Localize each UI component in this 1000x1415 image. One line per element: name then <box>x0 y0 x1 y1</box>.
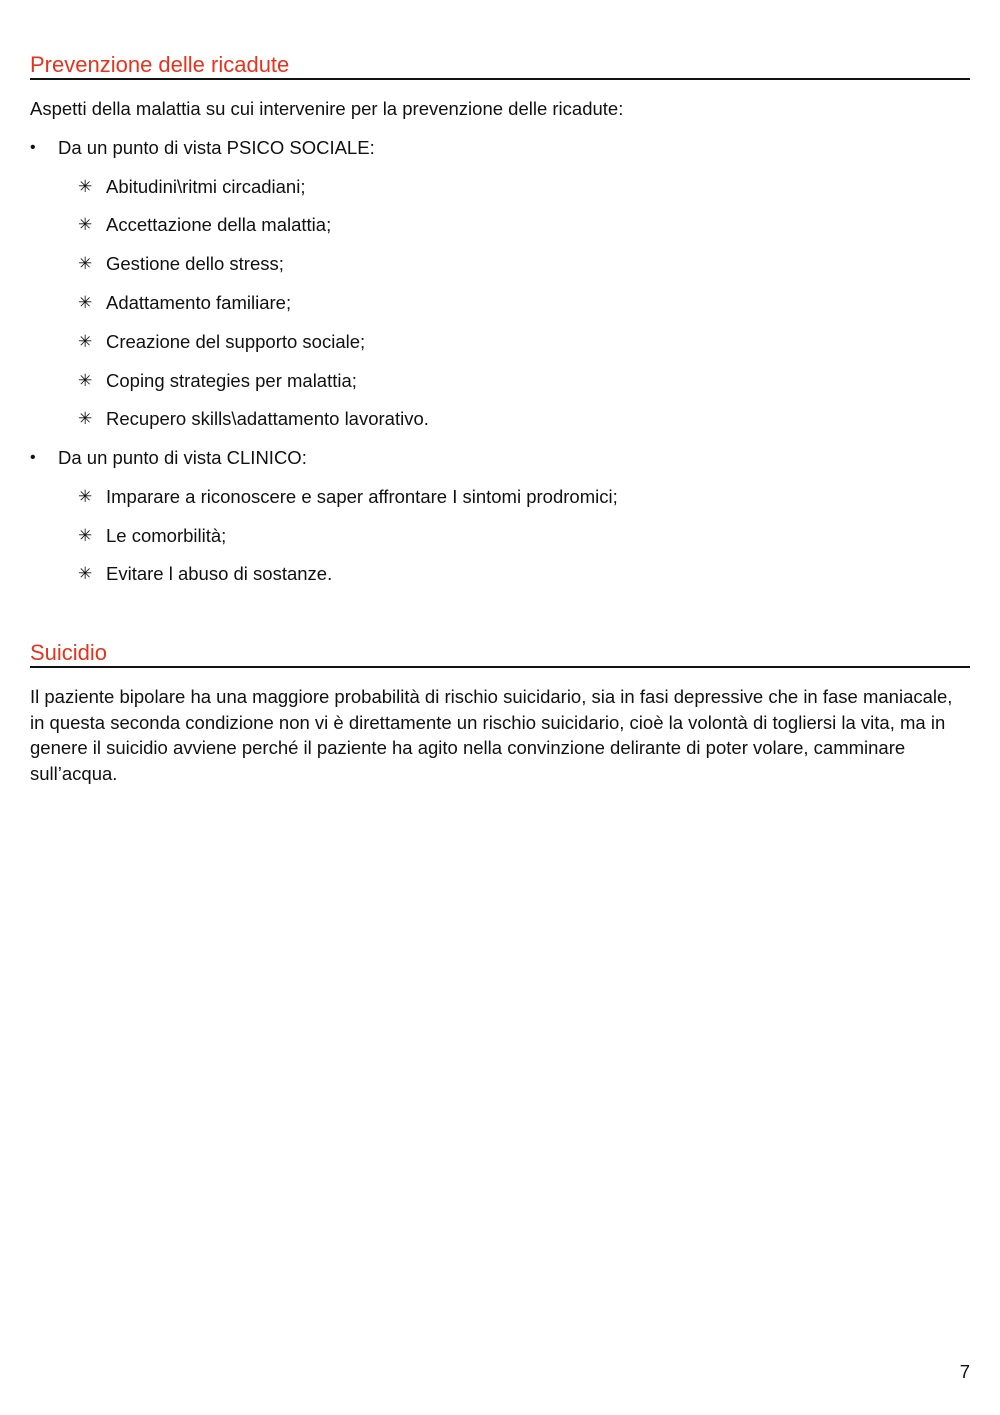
list-item: Evitare l abuso di sostanze. <box>106 563 333 584</box>
group-label-psychosocial: Da un punto di vista PSICO SOCIALE: <box>58 137 375 158</box>
asterisk-bullet-icon: ✳ <box>78 293 93 312</box>
page-number: 7 <box>959 1361 970 1382</box>
section-heading-prevention: Prevenzione delle ricadute <box>30 52 970 80</box>
asterisk-bullet-icon: ✳ <box>78 487 93 506</box>
asterisk-bullet-icon: ✳ <box>78 409 93 428</box>
bullet-icon: • <box>30 139 36 156</box>
list-item: Accettazione della malattia; <box>106 214 332 235</box>
list-item: Coping strategies per malattia; <box>106 370 357 391</box>
asterisk-bullet-icon: ✳ <box>78 526 93 545</box>
group-label-clinical: Da un punto di vista CLINICO: <box>58 447 307 468</box>
asterisk-bullet-icon: ✳ <box>78 371 93 390</box>
section-heading-suicide: Suicidio <box>30 640 970 668</box>
list-item: Adattamento familiare; <box>106 292 292 313</box>
asterisk-bullet-icon: ✳ <box>78 564 93 583</box>
list-item: Creazione del supporto sociale; <box>106 331 366 352</box>
list-item: Recupero skills\adattamento lavorativo. <box>106 408 429 429</box>
intro-text: Aspetti della malattia su cui intervenire per la prevenzione delle ricadute: <box>30 98 624 119</box>
list-item: Le comorbilità; <box>106 525 227 546</box>
asterisk-bullet-icon: ✳ <box>78 254 93 273</box>
asterisk-bullet-icon: ✳ <box>78 332 93 351</box>
list-item: Abitudini\ritmi circadiani; <box>106 176 306 197</box>
suicide-paragraph: Il paziente bipolare ha una maggiore probabilità di rischio suicidario, sia in fasi depressive che in fase maniacale, in questa seconda condizione non vi è direttamente un rischio suicidario, cioè la volontà di togliersi la vita, ma in genere il suicidio avviene perché il paziente ha agito nella convinzione delirante di poter volare, camminare sull’acqua. <box>30 686 953 784</box>
bullet-icon: • <box>30 449 36 466</box>
list-item: Imparare a riconoscere e saper affrontare I sintomi prodromici; <box>106 486 618 507</box>
asterisk-bullet-icon: ✳ <box>78 177 93 196</box>
asterisk-bullet-icon: ✳ <box>78 215 93 234</box>
list-item: Gestione dello stress; <box>106 253 284 274</box>
